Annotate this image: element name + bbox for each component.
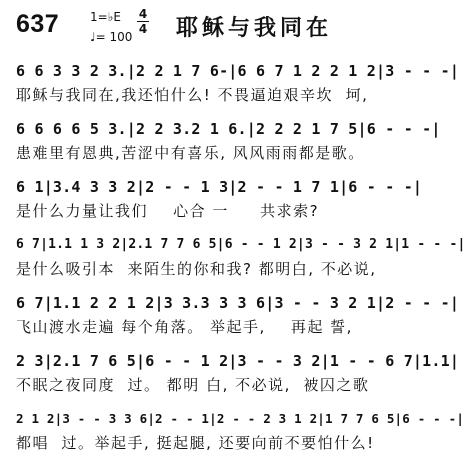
notation-row: 6 6 3 3 2 3.|2 2 1 7 6-|6 6 7 1 2 2 1 2|3 - - -| xyxy=(16,62,460,80)
score-line-7 xyxy=(16,406,468,454)
song-header xyxy=(0,0,474,58)
lyrics-row: 不眠之夜同度 过。 都明 白, 不必说, 被囚之歌 xyxy=(16,376,370,394)
time-signature xyxy=(137,8,149,35)
lyrics-row: 都唱 过。举起手, 挺起腿, 还要向前不要怕什么! xyxy=(16,434,375,452)
lyrics-row: 耶稣与我同在,我还怕什么! 不畏逼迫艰辛坎 坷, xyxy=(16,86,369,104)
lyrics-row: 是什么吸引本 来陌生的你和我? 都明白, 不必说, xyxy=(16,260,377,278)
notation-row: 6 7|1.1 2 2 1 2|3 3.3 3 3 6|3 - - 3 2 1|2 - - -| xyxy=(16,294,460,312)
notation-row: 2 3|2.1 7 6 5|6 - - 1 2|3 - - 3 2|1 - - 6 7|1.1| xyxy=(16,352,460,370)
score-line-2 xyxy=(16,116,468,164)
score-line-3 xyxy=(16,174,468,222)
key-signature: 1=♭E xyxy=(90,10,121,24)
time-signature-top: 4 xyxy=(138,7,148,21)
score-line-6 xyxy=(16,348,468,396)
time-signature-bottom: 4 xyxy=(138,22,148,36)
notation-row: 6 7|1.1 1 3 2|2.1 7 7 6 5|6 - - 1 2|3 - - 3 2 1|1 - - -| xyxy=(16,237,466,252)
notation-row: 6 1|3.4 3 3 2|2 - - 1 3|2 - - 1 7 1|6 - - -| xyxy=(16,178,423,196)
lyrics-row: 是什么力量让我们 心合 一 共求索? xyxy=(16,202,320,220)
score-line-5 xyxy=(16,290,468,338)
lyrics-row: 患难里有恩典,苦涩中有喜乐, 风风雨雨都是歌。 xyxy=(16,144,365,162)
score-line-1 xyxy=(16,58,468,106)
tempo-marking: ♩= 100 xyxy=(90,30,133,44)
song-number: 637 xyxy=(16,10,60,38)
song-title: 耶稣与我同在 xyxy=(176,16,333,41)
notation-row: 6 6 6 6 5 3.|2 2 3.2 1 6.|2 2 2 1 7 5|6 - - -| xyxy=(16,120,441,138)
notation-row: 2 1 2|3 - - 3 3 6|2 - - 1|2 - - 2 3 1 2|1 7 7 6 5|6 - - -| xyxy=(16,411,465,426)
score-line-4 xyxy=(16,232,468,280)
lyrics-row: 飞山渡水走遍 每个角落。 举起手, 再起 誓, xyxy=(16,318,353,336)
